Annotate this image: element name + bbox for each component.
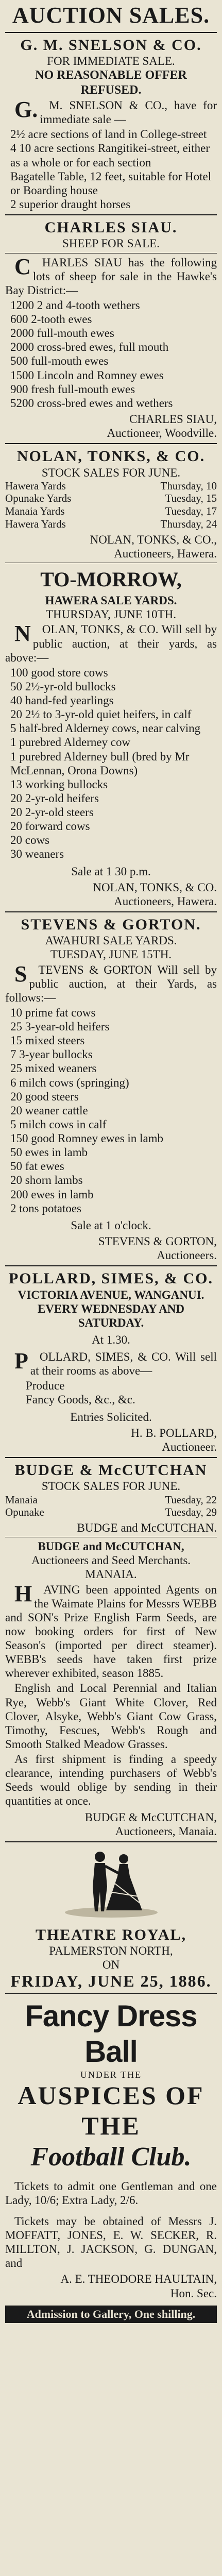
divider [5, 32, 217, 33]
schedule-row: Manaia Tuesday, 22 [5, 1493, 217, 1506]
dancing-couple-icon [55, 1845, 168, 1923]
sale-date: THURSDAY, JUNE 10TH. [45, 608, 177, 621]
signature-title: Auctioneers, Hawera. [114, 894, 217, 908]
offer-line: NO REASONABLE OFFER REFUSED. [35, 69, 187, 97]
list-item: 25 3-year-old heifers [10, 1020, 110, 1033]
firm-name: CHARLES SIAU. [44, 219, 178, 236]
list-item: Fancy Goods, &c., &c. [26, 1393, 135, 1406]
list-item: 1200 2 and 4-tooth wethers [10, 298, 140, 312]
sale-time: At 1.30. [92, 1333, 130, 1346]
list-item: 1500 Lincoln and Romney ewes [10, 368, 164, 382]
signature: H. B. POLLARD, [131, 1426, 217, 1439]
tickets-obtain: Tickets may be obtained of Messrs J. MOFFATT, JONES, E. W. SECKER, R. MILLTON, J. JACKSON, G. DUNGAN, and [5, 2214, 217, 2270]
list-item: 25 mixed weaners [10, 1062, 97, 1075]
signature-title: Auctioneer. [162, 1440, 217, 1453]
event-title: Fancy Dress Ball [25, 1999, 197, 2069]
list-item: 50 ewes in lamb [10, 1146, 88, 1159]
list-item: 20 weaner cattle [10, 1104, 88, 1117]
list-item: Bagatelle Table, 12 feet, suitable for Hotel or Boarding house [10, 170, 212, 197]
nolan-ad [5, 447, 217, 908]
list-item: 100 good store cows [10, 666, 108, 679]
theatre-place: PALMERSTON NORTH, [49, 1944, 173, 1958]
signature-title: Auctioneers, Manaia. [115, 1824, 217, 1838]
list-item: Produce [26, 1379, 65, 1393]
firm-heading-sub: Auctioneers and Seed Merchants. [31, 1554, 191, 1567]
firm-heading: BUDGE and McCUTCHAN, [38, 1540, 184, 1553]
schedule-row: Hawera Yards Thursday, 24 [5, 518, 217, 530]
list-item: 2000 cross-bred ewes, full mouth [10, 341, 169, 354]
tickets-note: Tickets to admit one Gentleman and one Lady, 10/6; Extra Lady, 2/6. [5, 2179, 217, 2207]
signature-title: Hon. Sec. [170, 2286, 217, 2300]
divider [5, 1993, 217, 1994]
list-item: 1 purebred Alderney bull (bred by Mr McLennan, Orona Downs) [10, 750, 190, 777]
signature: A. E. THEODORE HAULTAIN, [60, 2273, 217, 2286]
list-item: 20 2½ to 3-yr-old quiet heifers, in calf [10, 708, 192, 721]
sale-time: Sale at 1 30 p.m. [71, 865, 151, 878]
list-item: 20 cows [10, 834, 50, 847]
ad-subtitle: STOCK SALES FOR JUNE. [41, 466, 181, 479]
list-item: 20 2-yr-old heifers [10, 791, 99, 805]
list-item: 13 working bullocks [10, 777, 108, 791]
firm-name: STEVENS & GORTON. [21, 916, 201, 933]
firm-name: G. M. SNELSON & CO. [20, 36, 202, 54]
under-label: UNDER THE [80, 2070, 142, 2080]
signature: BUDGE and McCUTCHAN. [77, 1521, 217, 1535]
siau-ad [5, 218, 217, 440]
newspaper-column [5, 0, 217, 2323]
list-item: 50 fat ewes [10, 1160, 64, 1173]
list-item: 20 shorn lambs [10, 1174, 83, 1187]
dancers-illustration [5, 1845, 217, 1923]
ad-paragraph: HAVING been appointed Agents on the Waimate Plains for Messrs WEBB and SON's Prize English Farm Seeds, are now booking orders for first of New Season's (imported per direct steamer). WEBB's seeds have taken first prize wherever exhibited, season 1885. [5, 1581, 217, 1680]
list-item: 500 full-mouth ewes [10, 354, 109, 368]
list-item: 5 half-bred Alderney cows, near calving [10, 722, 201, 735]
schedule-row: Hawera Yards Thursday, 10 [5, 479, 217, 492]
firm-name: POLLARD, SIMES, & CO. [8, 1270, 214, 1287]
ad-intro: CHARLES SIAU has the following lots of sheep for sale in the Hawke's Bay District:— [5, 253, 217, 297]
list-item: 900 fresh full-mouth ewes [10, 382, 135, 396]
ad-subtitle: STOCK SALES FOR JUNE. [41, 1480, 181, 1493]
section-title: AUCTION SALES. [12, 3, 210, 28]
event-date: FRIDAY, JUNE 25, 1886. [10, 1972, 212, 1991]
ad-intro: POLLARD, SIMES, & CO. Will sell at their rooms as above— [14, 1348, 217, 1378]
auspices-line: AUSPICES OF THE [18, 2081, 204, 2141]
on-label: ON [102, 1958, 120, 1972]
ad-paragraph: As first shipment is finding a speedy clearance, intending purchasers of Webb's Seeds would oblige by sending in their quantities at once. [5, 1753, 217, 1808]
list-item: 1 purebred Alderney cow [10, 736, 131, 749]
ad-intro: G.M. SNELSON & CO., have for immediate sale — [14, 97, 217, 126]
divider [5, 214, 217, 215]
divider [5, 911, 217, 912]
theatre-name: THEATRE ROYAL, [35, 1926, 187, 1943]
list-item: 40 hand-fed yearlings [10, 694, 114, 707]
ad-subtitle: FOR IMMEDIATE SALE. [47, 55, 175, 68]
sale-date: TUESDAY, JUNE 15TH. [50, 948, 172, 961]
ad-subtitle: VICTORIA AVENUE, WANGANUI. [18, 1288, 204, 1301]
list-item: 15 mixed steers [10, 1034, 85, 1047]
ad-subtitle: SHEEP FOR SALE. [62, 237, 160, 250]
signature-title: Auctioneers, Hawera. [114, 547, 217, 560]
ad-paragraph: English and Local Perennial and Italian Rye, Webb's Giant White Clover, Red Clover, Alsyke, Webb's Giant Cow Grass, Timothy, Fescues, Webb's Rough and Smooth Stalked Meadow Grasses. [5, 1682, 217, 1751]
entries-note: Entries Solicited. [70, 1410, 152, 1423]
divider [5, 1841, 217, 1842]
schedule-row: Opunake Yards Tuesday, 15 [5, 492, 217, 505]
banner-heading: TO-MORROW, [40, 568, 182, 591]
list-item: 2 superior draught horses [10, 197, 131, 211]
firm-name: BUDGE & McCUTCHAN [14, 1461, 208, 1479]
signature-title: Auctioneers. [157, 1249, 217, 1262]
list-item: 600 2-tooth ewes [10, 313, 92, 326]
list-item: 20 2-yr-old steers [10, 806, 94, 819]
list-item: 10 prime fat cows [10, 1006, 96, 1019]
budge-ad [5, 1461, 217, 1838]
list-item: 30 weaners [10, 848, 64, 861]
club-name: Football Club. [30, 2142, 192, 2172]
list-item: 20 good steers [10, 1090, 79, 1103]
divider [5, 1265, 217, 1266]
ad-intro: STEVENS & GORTON Will sell by public auction, at their Yards, as follows:— [5, 961, 217, 1004]
schedule-row: Opunake Tuesday, 29 [5, 1506, 217, 1519]
divider [5, 443, 217, 444]
ad-intro: NOLAN, TONKS, & CO. Will sell by public auction, at their yards, as above:— [5, 621, 217, 664]
list-item: 6 milch cows (springing) [10, 1076, 129, 1089]
firm-location: MANAIA. [85, 1568, 137, 1581]
list-item: 50 2½-yr-old bullocks [10, 680, 116, 693]
signature: STEVENS & GORTON, [98, 1234, 217, 1248]
list-item: 2 tons potatoes [10, 1201, 81, 1215]
signature: BUDGE & McCUTCHAN, [84, 1810, 217, 1824]
sale-time: Sale at 1 o'clock. [71, 1218, 151, 1232]
ad-subtitle: AWAHURI SALE YARDS. [45, 934, 177, 947]
list-item: 5200 cross-bred ewes and wethers [10, 396, 173, 410]
schedule-row: Manaia Yards Tuesday, 17 [5, 505, 217, 518]
firm-name: NOLAN, TONKS, & CO. [16, 448, 206, 465]
snelson-ad [5, 36, 217, 211]
list-item: 4 10 acre sections Rangitikei-street, either as a whole or for each section [10, 142, 210, 169]
list-item: 7 3-year bullocks [10, 1048, 93, 1061]
list-item: 150 good Romney ewes in lamb [10, 1132, 164, 1145]
theatre-ad [5, 1845, 217, 2323]
venue: HAWERA SALE YARDS. [45, 594, 177, 607]
admission-banner: Admission to Gallery, One shilling. [5, 2306, 217, 2323]
signature-title: Auctioneer, Woodville. [107, 427, 217, 440]
signature: CHARLES SIAU, [129, 412, 217, 426]
sale-days: EVERY WEDNESDAY AND SATURDAY. [37, 1302, 185, 1329]
list-item: 2000 full-mouth ewes [10, 327, 114, 340]
list-item: 5 milch cows in calf [10, 1117, 107, 1131]
list-item: 200 ewes in lamb [10, 1188, 94, 1201]
stevens-ad [5, 916, 217, 1262]
list-item: 20 forward cows [10, 820, 90, 833]
divider [5, 1457, 217, 1458]
signature: NOLAN, TONKS, & CO. [93, 880, 217, 894]
list-item: 2½ acre sections of land in College-street [10, 128, 207, 141]
signature: NOLAN, TONKS, & CO., [90, 533, 217, 546]
pollard-ad [5, 1269, 217, 1454]
